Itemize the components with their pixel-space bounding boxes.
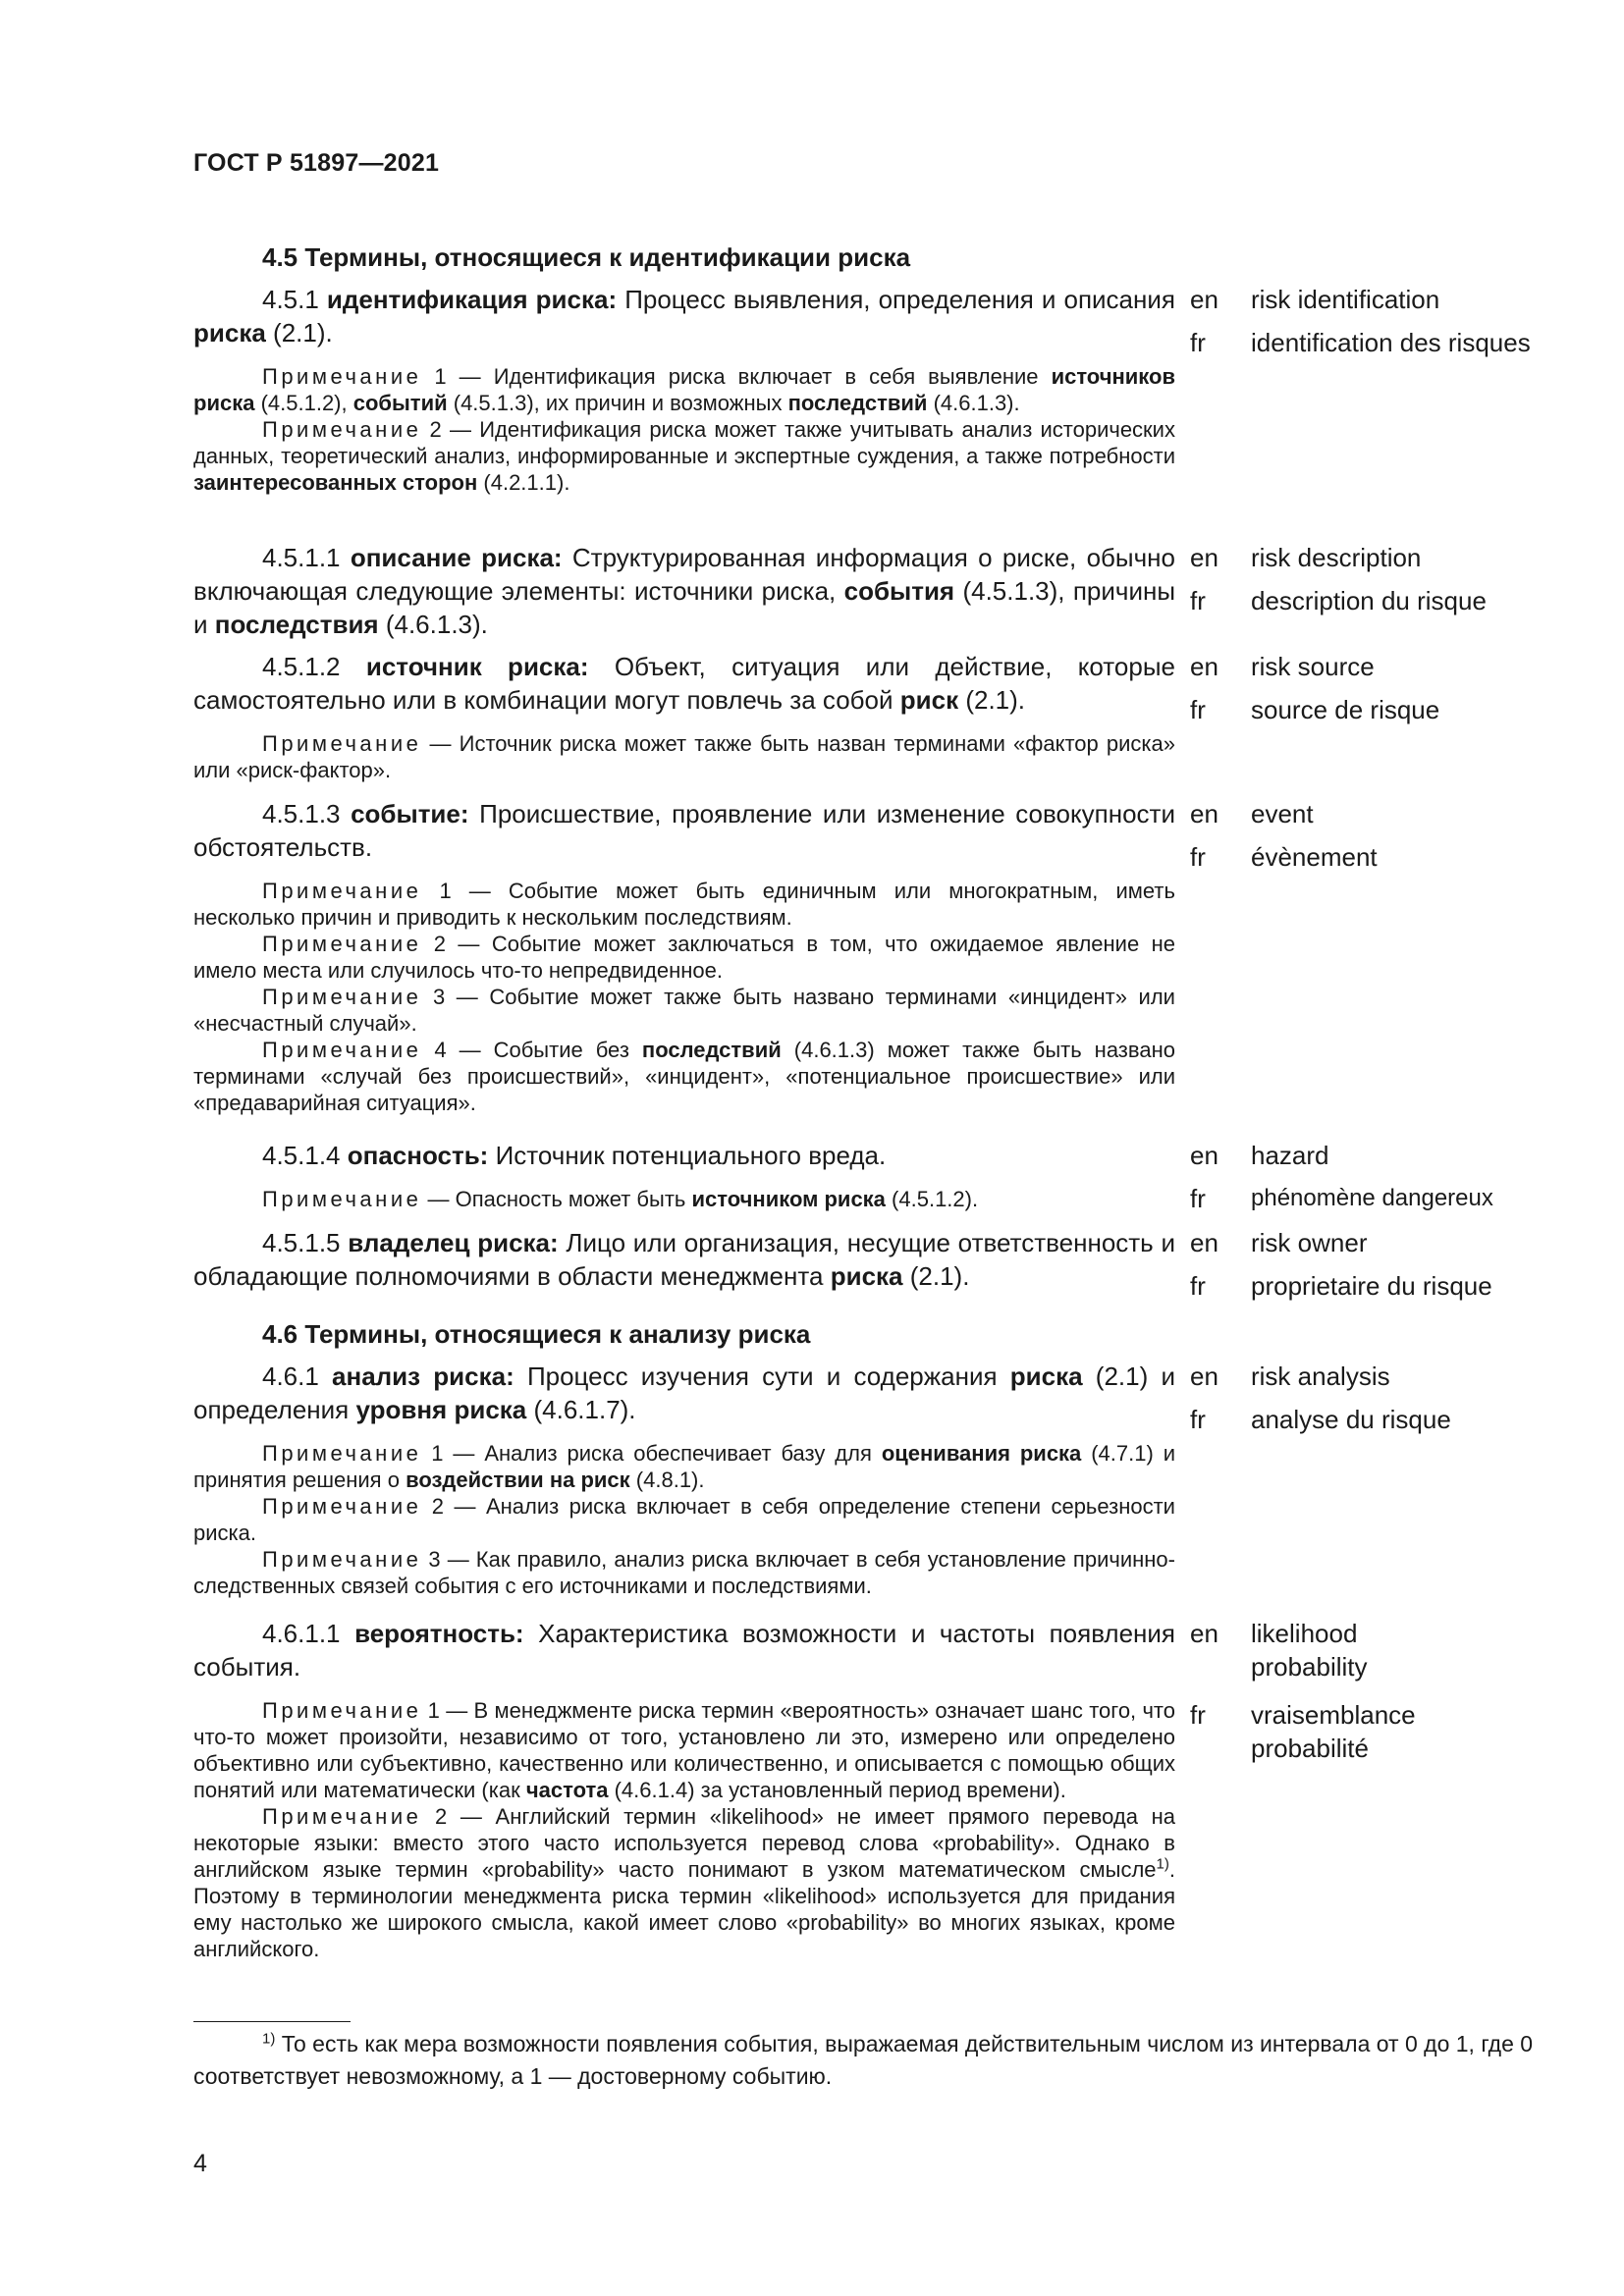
term-name: источник риска: <box>365 652 589 681</box>
term-equivalent-fr: description du risque <box>1251 586 1487 615</box>
footnote: $^{1)}$ То есть как мера возможности появления события, выражаемая действительным числом из интервала от 0 до 1, где 0 соответствует невозможному, а 1 — достоверному событию. <box>193 2030 1534 2089</box>
term-definition: 4.5.1.1 описание риска: Структурированная информация о риске, обычно включающая следующие элементы: источники риска, события (4.5.1.3), причины и последствия (4.6.1.3). <box>193 543 1176 639</box>
term-equivalent-fr: évènement <box>1251 842 1378 872</box>
term-definition: 4.5.1.2 источник риска: Объект, ситуация или действие, которые самостоятельно или в комбинации могут повлечь за собой риск (2.1). <box>193 652 1175 715</box>
term-name: вероятность: <box>354 1619 524 1648</box>
term-equivalent-en: risk description <box>1251 543 1422 572</box>
lang-code-fr: fr <box>1190 328 1206 357</box>
term-name: владелец риска: <box>348 1228 559 1257</box>
footnote-ref: 1) <box>1156 1855 1169 1873</box>
term-equivalent-fr: analyse du risque <box>1251 1405 1451 1434</box>
lang-code-en: en <box>1190 652 1218 681</box>
note-label: Примечание <box>262 1547 422 1572</box>
note-label: Примечание <box>262 1804 422 1829</box>
term-note: Примечание — Источник риска может также быть назван терминами «фактор риска» или «риск-фактор». <box>193 731 1175 782</box>
term-equivalent-en: hazard <box>1251 1141 1329 1170</box>
term-definition: 4.5.1 идентификация риска: Процесс выявления, определения и описания риска (2.1). <box>193 285 1175 347</box>
term-definition: 4.6.1.1 вероятность: Характеристика возможности и частоты появления события. <box>193 1619 1175 1682</box>
lang-code-en: en <box>1190 1362 1218 1391</box>
term-note: Примечание 2 — Событие может заключаться в том, что ожидаемое явление не имело места или случилось что-то непредвиденное. <box>193 932 1175 983</box>
lang-code-en: en <box>1190 799 1218 828</box>
lang-code-en: en <box>1190 1228 1218 1257</box>
term-equivalent-fr: proprietaire du risque <box>1251 1271 1492 1301</box>
lang-code-en: en <box>1190 1141 1218 1170</box>
note-label: Примечание <box>262 1494 422 1519</box>
term-note: Примечание 3 — Событие может также быть названо терминами «инцидент» или «несчастный случай». <box>193 985 1175 1036</box>
lang-code-fr: fr <box>1190 1700 1206 1730</box>
lang-code-en: en <box>1190 1619 1218 1648</box>
term-equivalent-en: risk owner <box>1251 1228 1368 1257</box>
lang-code-fr: fr <box>1190 842 1206 872</box>
lang-code-fr: fr <box>1190 586 1206 615</box>
page-number: 4 <box>193 2150 207 2177</box>
term-equivalent-fr: phénomène dangereux <box>1251 1185 1493 1211</box>
lang-code-fr: fr <box>1190 695 1206 724</box>
term-equivalent-fr: source de risque <box>1251 695 1440 724</box>
note-label: Примечание <box>262 1698 422 1723</box>
note-label: Примечание <box>262 932 422 956</box>
term-name: опасность: <box>347 1141 489 1170</box>
note-label: Примечание <box>262 879 422 903</box>
note-label: Примечание <box>262 1187 422 1211</box>
lang-code-en: en <box>1190 285 1218 314</box>
term-equivalent-fr: vraisemblance probabilité <box>1251 1700 1416 1763</box>
term-equivalent-en: risk identification <box>1251 285 1440 314</box>
term-note: Примечание 1 — Анализ риска обеспечивает базу для оценивания риска (4.7.1) и принятия решения о воздействии на риск (4.8.1). <box>193 1441 1175 1492</box>
term-name: событие: <box>351 799 469 828</box>
footnote-separator <box>193 2021 351 2022</box>
note-label: Примечание <box>262 1038 422 1062</box>
note-label: Примечание <box>262 731 422 756</box>
term-equivalent-en: risk analysis <box>1251 1362 1390 1391</box>
term-definition: 4.6.1 анализ риска: Процесс изучения сути и содержания риска (2.1) и определения уровня риска (4.6.1.7). <box>193 1362 1175 1424</box>
term-note: Примечание 3 — Как правило, анализ риска включает в себя установление причинно-следственных связей события с его источниками и последствиями. <box>193 1547 1175 1598</box>
term-equivalent-en: likelihood probability <box>1251 1619 1368 1682</box>
footnote-mark: 1) <box>262 2030 276 2048</box>
term-note: Примечание 1 — Событие может быть единичным или многократным, иметь несколько причин и приводить к нескольким последствиям. <box>193 879 1175 930</box>
note-label: Примечание <box>262 1441 422 1466</box>
term-note: Примечание — Опасность может быть источником риска (4.5.1.2). <box>262 1187 979 1211</box>
lang-code-en: en <box>1190 543 1218 572</box>
lang-code-fr: fr <box>1190 1405 1206 1434</box>
term-equivalent-en: event <box>1251 799 1314 828</box>
note-label: Примечание <box>262 364 422 389</box>
term-note: Примечание 1 — Идентификация риска включает в себя выявление источников риска (4.5.1.2), событий (4.5.1.3), их причин и возможных последствий (4.6.1.3). <box>193 364 1175 415</box>
lang-code-fr: fr <box>1190 1184 1206 1213</box>
term-definition: 4.5.1.3 событие: Происшествие, проявление или изменение совокупности обстоятельств. <box>193 799 1175 862</box>
section-title: 4.5 Термины, относящиеся к идентификации риска <box>262 242 911 272</box>
term-equivalent-fr: identification des risques <box>1251 328 1531 357</box>
note-label: Примечание <box>262 985 422 1009</box>
term-definition: 4.5.1.5 владелец риска: Лицо или организация, несущие ответственность и обладающие полномочиями в области менеджмента риска (2.1). <box>193 1228 1175 1291</box>
term-definition: 4.5.1.4 опасность: Источник потенциального вреда. <box>262 1141 887 1170</box>
document-header: ГОСТ Р 51897—2021 <box>193 149 440 177</box>
term-name: идентификация риска: <box>326 285 618 314</box>
note-label: Примечание <box>262 417 422 442</box>
term-note: Примечание 1 — В менеджменте риска термин «вероятность» означает шанс того, что что-то может произойти, независимо от того, установлено ли это, измерено или определено объективно или субъективно, качественно или количественно, и описывается с помощью общих понятий или математически (как частота (4.6.1.4) за установленный период времени). <box>193 1698 1175 1802</box>
term-name: анализ риска: <box>332 1362 514 1391</box>
term-note: Примечание 4 — Событие без последствий (4.6.1.3) может также быть названо терминами «случай без происшествий», «инцидент», «потенциальное происшествие» или «предаварийная ситуация». <box>193 1038 1175 1115</box>
term-note: Примечание 2 — Английский термин «likelihood» не имеет прямого перевода на некоторые языки: вместо этого часто используется перевод слова «probability». Однако в английском языке термин «probability» часто понимают в узком математическом смысле$^{1)}$. Поэтому в терминологии менеджмента риска термин «likelihood» используется для придания ему настолько же широкого смысла, какой имеет слово «probability» во многих языках, кроме английского. <box>193 1804 1175 1961</box>
section-title: 4.6 Термины, относящиеся к анализу риска <box>262 1319 811 1349</box>
term-name: описание риска: <box>350 543 563 572</box>
term-equivalent-en: risk source <box>1251 652 1375 681</box>
term-note: Примечание 2 — Анализ риска включает в себя определение степени серьезности риска. <box>193 1494 1175 1545</box>
term-note: Примечание 2 — Идентификация риска может также учитывать анализ исторических данных, теоретический анализ, информированные и экспертные суждения, а также потребности заинтересованных сторон (4.2.1.1). <box>193 417 1175 495</box>
lang-code-fr: fr <box>1190 1271 1206 1301</box>
